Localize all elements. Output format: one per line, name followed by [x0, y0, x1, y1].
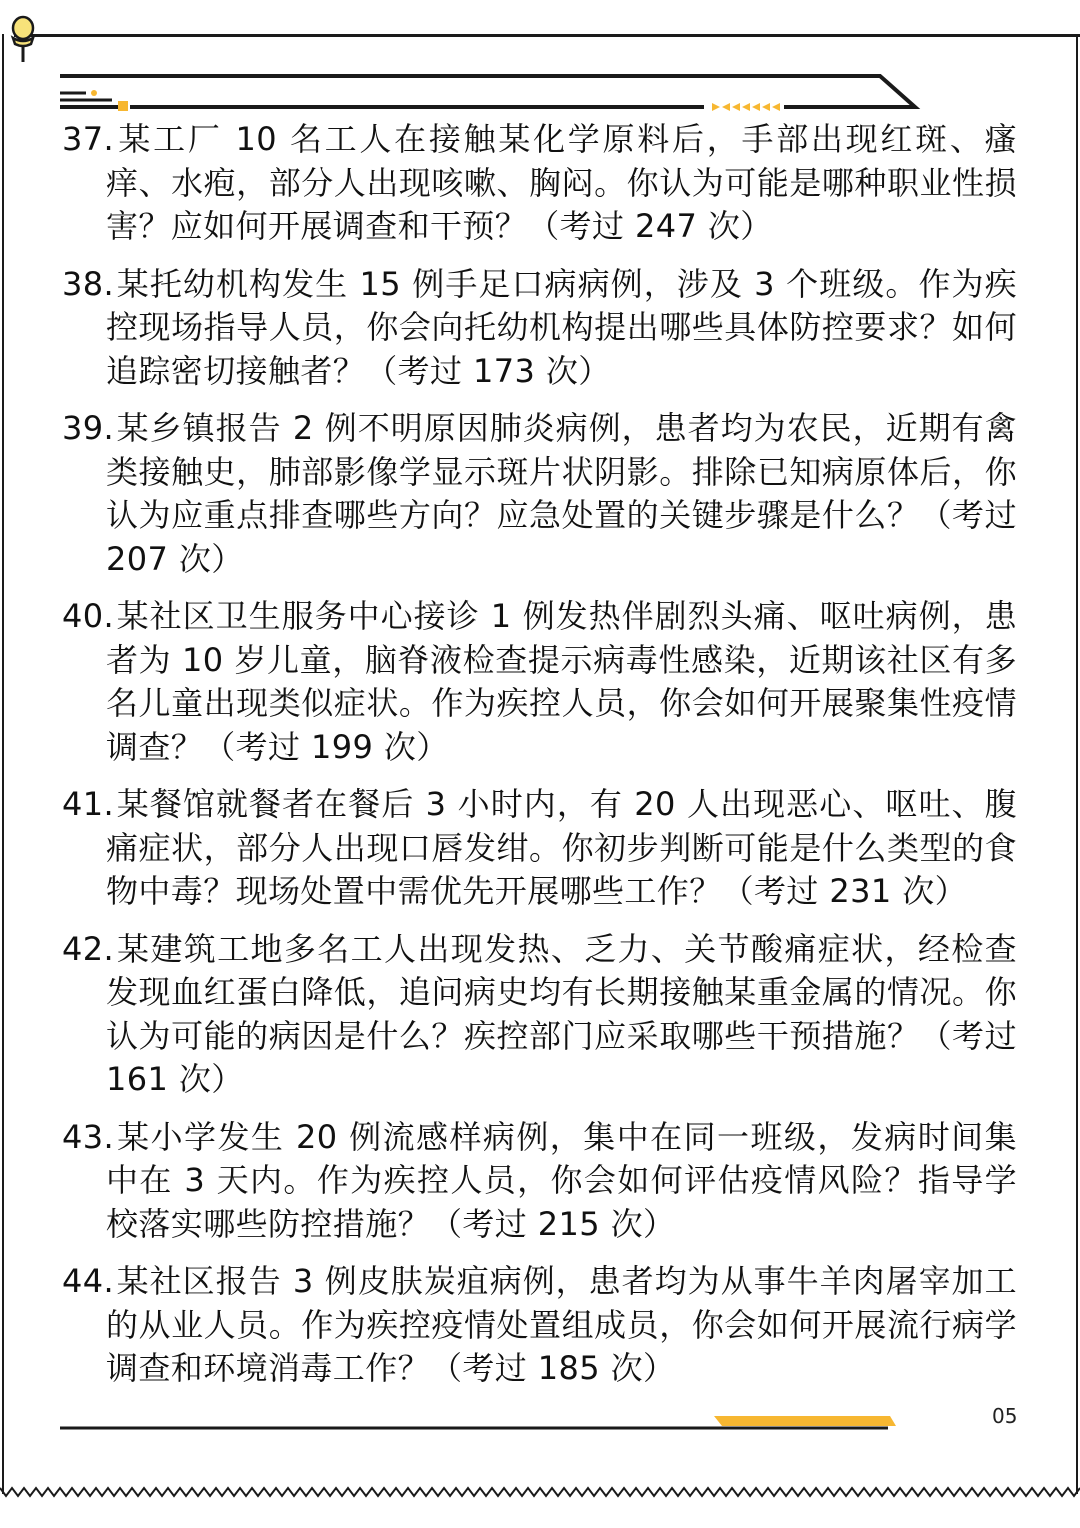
page-number: 05 [992, 1404, 1018, 1428]
zigzag-edge [0, 1484, 1080, 1504]
question-number: 40. [62, 597, 115, 635]
question-text: 某工厂 10 名工人在接触某化学原料后，手部出现红斑、瘙痒、水疱，部分人出现咳嗽、胸闷。你认为可能是哪种职业性损害？应如何开展调查和干预？（考过 247 次） [106, 120, 1017, 245]
question-text: 某托幼机构发生 15 例手足口病病例，涉及 3 个班级。作为疾控现场指导人员，你会向托幼机构提出哪些具体防控要求？如何追踪密切接触者？（考过 173 次） [106, 264, 1017, 390]
question-item [62, 1116, 1017, 1247]
question-item [62, 928, 1017, 1102]
question-number: 43. [62, 1117, 115, 1156]
question-number: 44. [62, 1262, 115, 1300]
question-text: 某餐馆就餐者在餐后 3 小时内，有 20 人出现恶心、呕吐、腹痛症状，部分人出现口唇发绀。你初步判断可能是什么类型的食物中毒？现场处置中需优先开展哪些工作？（考过 231 次） [106, 785, 1017, 910]
question-text: 某建筑工地多名工人出现发热、乏力、关节酸痛症状，经检查发现血红蛋白降低，追问病史均有长期接触某重金属的情况。你认为可能的病因是什么？疾控部门应采取哪些干预措施？（考过 161 次） [106, 929, 1017, 1098]
question-list [62, 118, 1017, 1405]
question-item [62, 595, 1017, 769]
question-number: 39. [62, 409, 115, 447]
question-text: 某社区报告 3 例皮肤炭疽病例，患者均为从事牛羊肉屠宰加工的从业人员。作为疾控疫情处置组成员，你会如何开展流行病学调查和环境消毒工作？（考过 185 次） [106, 1262, 1017, 1387]
question-text: 某乡镇报告 2 例不明原因肺炎病例，患者均为农民，近期有禽类接触史，肺部影像学显示斑片状阴影。排除已知病原体后，你认为应重点排查哪些方向？应急处置的关键步骤是什么？（考过 207 次） [106, 409, 1017, 578]
page-frame-right [1076, 34, 1078, 1494]
question-number: 41. [62, 785, 115, 823]
question-text: 某社区卫生服务中心接诊 1 例发热伴剧烈头痛、呕吐病例，患者为 10 岁儿童，脑脊液检查提示病毒性感染，近期该社区有多名儿童出现类似症状。作为疾控人员，你会如何开展聚集性疫情调查？（考过 199 次） [106, 597, 1017, 766]
question-number: 37. [62, 120, 115, 158]
question-number: 42. [62, 929, 115, 968]
question-text: 某小学发生 20 例流感样病例，集中在同一班级，发病时间集中在 3 天内。作为疾控人员，你会如何评估疫情风险？指导学校落实哪些防控措施？（考过 215 次） [106, 1117, 1017, 1243]
page-frame-left [2, 34, 4, 1494]
question-item [62, 263, 1017, 394]
question-number: 38. [62, 264, 115, 303]
header-decoration [0, 0, 1080, 120]
question-item [62, 118, 1017, 249]
question-item [62, 407, 1017, 581]
question-item [62, 783, 1017, 914]
question-item [62, 1260, 1017, 1391]
